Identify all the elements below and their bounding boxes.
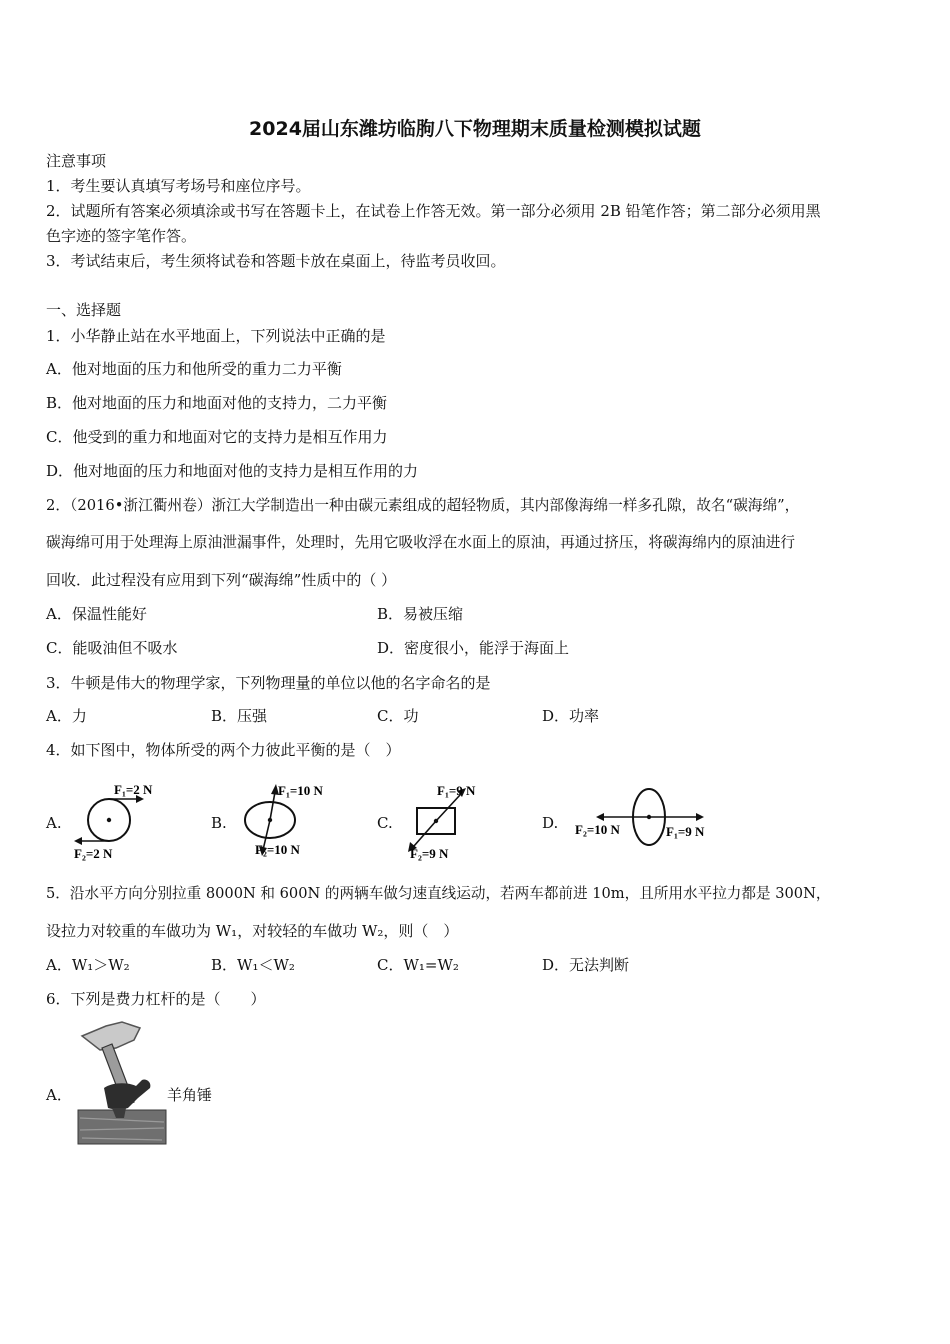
q4-fig-a-f1: F₁=2 N — [114, 782, 153, 797]
q3-option-d: D．功率 — [542, 707, 600, 725]
notice-item: 色字迹的签字笔作答。 — [46, 227, 197, 245]
q1-option-c: C．他受到的重力和地面对它的支持力是相互作用力 — [46, 428, 388, 446]
q6-option-a-label: A． — [46, 1086, 72, 1104]
q1-option-a: A．他对地面的压力和他所受的重力二力平衡 — [46, 360, 342, 378]
q2-stem-line: 碳海绵可用于处理海上原油泄漏事件，处理时，先用它吸收浮在水面上的原油，再通过挤压，将碳海绵内的原油进行 — [46, 534, 796, 551]
q4-fig-d-f2: F₂=10 N — [575, 822, 620, 837]
q2-stem-line: 2．（2016•浙江衢州卷）浙江大学制造出一种由碳元素组成的超轻物质，其内部像海绵一样多孔隙，故名“碳海绵”， — [46, 497, 800, 514]
q3-stem: 3．牛顿是伟大的物理学家，下列物理量的单位以他的名字命名的是 — [46, 674, 491, 692]
q3-option-a: A．力 — [46, 707, 87, 725]
notice-item: 1．考生要认真填写考场号和座位序号。 — [46, 177, 311, 195]
q4-fig-c-label: C. — [377, 814, 393, 832]
q4-fig-c-f1: F₁=9 N — [437, 783, 476, 798]
notice-heading: 注意事项 — [46, 152, 107, 170]
q5-stem-line: 设拉力对较重的车做功为 W₁，对较轻的车做功 W₂，则（ ） — [46, 922, 459, 940]
q5-stem-line: 5．沿水平方向分别拉重 8000N 和 600N 的两辆车做匀速直线运动，若两车都前进 10m，且所用水平拉力都是 300N， — [46, 885, 831, 902]
q6-stem: 6．下列是费力杠杆的是（ ） — [46, 990, 266, 1008]
q4-figure-d — [570, 780, 730, 860]
page-title: 2024届山东潍坊临朐八下物理期末质量检测模拟试题 — [249, 118, 701, 140]
q4-stem: 4．如下图中，物体所受的两个力彼此平衡的是（ ） — [46, 741, 401, 759]
q1-option-b: B．他对地面的压力和地面对他的支持力，二力平衡 — [46, 394, 388, 412]
q4-fig-a-label: A. — [46, 814, 62, 832]
q2-option-d: D．密度很小，能浮于海面上 — [377, 639, 570, 657]
q3-option-c: C．功 — [377, 707, 419, 725]
q4-fig-b-label: B. — [211, 814, 227, 832]
q4-figure-c — [400, 778, 510, 864]
q4-fig-d-label: D. — [542, 814, 559, 832]
q4-fig-b-f2: F₂=10 N — [255, 842, 300, 857]
q5-option-c: C．W₁=W₂ — [377, 956, 459, 974]
q2-option-b: B．易被压缩 — [377, 605, 464, 623]
q4-fig-c-f2: F₂=9 N — [410, 846, 449, 861]
q1-stem: 1．小华静止站在水平地面上，下列说法中正确的是 — [46, 327, 386, 345]
q4-fig-b-f1: F₁=10 N — [278, 783, 323, 798]
hammer-illustration — [72, 1018, 168, 1148]
q5-option-b: B．W₁＜W₂ — [211, 956, 295, 974]
q4-figure-a — [70, 778, 180, 864]
q3-option-b: B．压强 — [211, 707, 268, 725]
q5-option-d: D．无法判断 — [542, 956, 630, 974]
q1-option-d: D．他对地面的压力和地面对他的支持力是相互作用的力 — [46, 462, 419, 480]
q4-figure-b — [232, 778, 342, 864]
q2-stem-line: 回收．此过程没有应用到下列“碳海绵”性质中的（ ） — [46, 571, 397, 589]
q2-option-a: A．保温性能好 — [46, 605, 147, 623]
q5-option-a: A．W₁＞W₂ — [46, 956, 130, 974]
notice-item: 2．试题所有答案必须填涂或书写在答题卡上，在试卷上作答无效。第一部分必须用 2B 铅笔作答；第二部分必须用黑 — [46, 202, 821, 220]
q4-fig-d-f1: F₁=9 N — [666, 824, 705, 839]
q2-option-c: C．能吸油但不吸水 — [46, 639, 178, 657]
q4-fig-a-f2: F₂=2 N — [74, 846, 113, 861]
notice-item: 3．考试结束后，考生须将试卷和答题卡放在桌面上，待监考员收回。 — [46, 252, 506, 270]
q6-option-a-caption: 羊角锤 — [167, 1086, 213, 1104]
section-heading: 一、选择题 — [46, 301, 122, 319]
